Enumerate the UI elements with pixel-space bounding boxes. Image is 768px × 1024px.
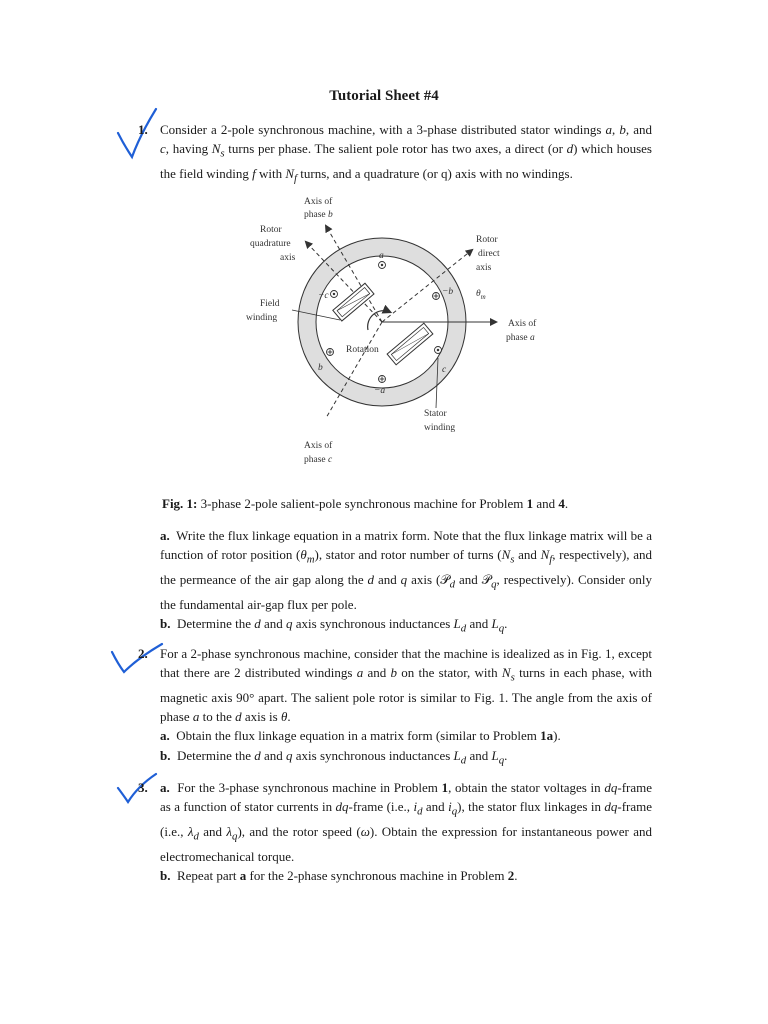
text: b — [619, 122, 626, 137]
label-b: b — [318, 363, 323, 373]
text: 3-phase 2-pole salient-pole synchronous machine for Problem — [197, 496, 527, 511]
text: on the stator, with — [397, 665, 502, 681]
text: q — [498, 754, 505, 767]
text: a — [605, 122, 613, 137]
text: and — [374, 572, 401, 587]
label-rotor-q-3: axis — [280, 253, 296, 263]
text: -frame as a function of stator currents in — [160, 780, 652, 815]
text: dq — [604, 799, 618, 815]
label-axis-a-2 — [506, 333, 535, 343]
text: axis synchronous inductances — [292, 747, 454, 763]
text: s — [220, 147, 225, 160]
text: 1a — [540, 728, 554, 744]
text: ). — [553, 728, 561, 744]
text: axis is — [241, 709, 281, 725]
text: d — [367, 572, 375, 587]
text: i — [413, 799, 418, 815]
text: λ — [226, 824, 233, 839]
text: q — [491, 578, 497, 591]
problem-1b — [160, 614, 652, 639]
label-rotor-d-1: Rotor — [476, 235, 498, 245]
text: N — [211, 141, 221, 157]
text: which houses the field winding — [160, 141, 652, 181]
text: c — [160, 141, 166, 157]
text: turns, and a quadrature (or q) axis with no windings. — [297, 166, 573, 181]
label-axis-b-1: Axis of — [304, 197, 333, 207]
label-field-1: Field — [260, 299, 280, 309]
text: dq — [335, 799, 349, 815]
text: L — [491, 616, 499, 631]
text: and — [363, 665, 391, 681]
text: f — [549, 553, 553, 566]
text: -frame (i.e., — [348, 799, 414, 815]
label-theta-m — [476, 289, 486, 301]
text: and — [514, 547, 541, 563]
text: . — [564, 496, 569, 511]
text: with — [255, 166, 286, 181]
problem-3-number: 3. — [138, 780, 148, 795]
text: and — [533, 496, 559, 511]
text: Repeat part — [176, 868, 240, 883]
text: a — [239, 868, 247, 883]
text: Write the flux linkage equation in a matrix form. Note that the flux linkage matrix will be a function of rotor position ( — [160, 528, 653, 563]
figure-caption — [162, 496, 568, 512]
text: to the — [199, 709, 236, 725]
text: a — [192, 709, 200, 725]
text: 4 — [558, 496, 565, 511]
text: θ — [280, 709, 288, 725]
text: dq — [604, 780, 618, 795]
label-text: θ — [476, 289, 481, 299]
label-a: a — [379, 251, 384, 261]
label-text: phase — [304, 455, 329, 465]
text: Obtain the flux linkage equation in a matrix form (similar to Problem — [176, 728, 541, 744]
text: . — [514, 868, 518, 883]
text: a. — [160, 528, 170, 543]
text: . — [504, 616, 508, 631]
text: turns in each phase, with magnetic axis 90° apart. The salient pole rotor is similar to Fig. 1. The angle from the axis of phase — [160, 665, 653, 725]
text: , respectively), and the permeance of the air gap along the — [160, 547, 652, 587]
text: 1 — [441, 780, 449, 795]
text: i — [448, 799, 452, 815]
text: d — [460, 622, 467, 635]
text: turns per phase. The salient pole rotor has two axes, a direct (or — [224, 141, 567, 157]
text: q — [498, 622, 505, 635]
text: , and — [625, 122, 652, 137]
text: a. — [160, 780, 170, 795]
text: and — [455, 572, 482, 587]
text: axis ( — [407, 572, 441, 587]
label-rotor-d-2: direct — [478, 249, 500, 259]
text: N — [540, 547, 550, 563]
text: , — [612, 122, 616, 137]
text: q — [232, 830, 238, 843]
text: and — [260, 747, 287, 763]
problem-2 — [138, 644, 653, 770]
text: d — [254, 747, 261, 763]
label-text: phase — [304, 210, 329, 220]
text: f — [252, 166, 256, 181]
label-rotation: Rotation — [346, 345, 379, 355]
label-text: b — [328, 210, 333, 220]
text: for the 2-phase synchronous machine in Problem — [246, 868, 508, 883]
synchronous-machine-diagram — [240, 192, 560, 472]
label-axis-a-1: Axis of — [508, 319, 537, 329]
text: 2 — [507, 868, 515, 883]
text: ), and the rotor speed ( — [237, 824, 361, 839]
text: m — [306, 553, 315, 566]
text: Consider a 2-pole synchronous machine, with a 3-phase distributed stator windings — [160, 122, 606, 137]
label-minus-b: −b — [442, 287, 454, 297]
text: a. — [160, 728, 170, 744]
text: s — [510, 553, 515, 566]
text: and — [466, 616, 492, 631]
text: Determine the — [176, 616, 255, 631]
text: f — [294, 172, 298, 185]
label-text: c — [328, 455, 333, 465]
label-rotor-q-1: Rotor — [260, 225, 282, 235]
label-axis-c-1: Axis of — [304, 441, 333, 451]
label-field-2: winding — [246, 313, 278, 323]
text: For a 2-phase synchronous machine, consider that the machine is idealized as in Fig. 1, except that there are 2 distributed windings — [160, 646, 652, 681]
text: 𝒫 — [481, 572, 492, 587]
problem-2a — [160, 726, 652, 745]
text: d — [417, 805, 423, 818]
problem-2b — [160, 746, 652, 771]
text: L — [491, 747, 499, 763]
label-axis-c-2 — [304, 455, 333, 465]
text: d — [449, 578, 456, 591]
text: b. — [160, 616, 171, 631]
text: d — [460, 754, 467, 767]
text: d — [193, 830, 199, 843]
text: , having — [165, 141, 212, 157]
text: For the 3-phase synchronous machine in Problem — [177, 780, 442, 795]
text: ) — [573, 141, 578, 157]
label-rotor-d-3: axis — [476, 263, 492, 273]
text: . — [287, 709, 291, 725]
check-mark-3 — [112, 770, 162, 806]
text: d — [254, 616, 261, 631]
text: and — [198, 824, 227, 839]
text: and — [422, 799, 449, 815]
text: . — [504, 747, 508, 763]
text: , obtain the stator voltages in — [448, 780, 605, 795]
text: d — [566, 141, 574, 157]
page-title: Tutorial Sheet #4 — [329, 88, 439, 104]
check-mark-1 — [112, 105, 162, 165]
text: λ — [187, 824, 194, 839]
text: θ — [300, 547, 307, 563]
label-stator-1: Stator — [424, 409, 447, 419]
text: ), stator and rotor number of turns ( — [314, 547, 502, 563]
problem-1-number: 1. — [138, 122, 148, 137]
text: b. — [160, 747, 171, 763]
text: and — [260, 616, 287, 631]
text: q — [400, 572, 408, 587]
label-stator-2: winding — [424, 423, 456, 433]
problem-1 — [138, 120, 652, 189]
label-minus-c: −c — [318, 291, 329, 301]
label-text: m — [480, 293, 486, 301]
text: s — [510, 671, 515, 684]
text: b. — [160, 868, 171, 883]
text: a — [356, 665, 364, 681]
text: ). Obtain the expression for instantaneous power and electromechanical torque. — [160, 824, 653, 864]
text: N — [501, 665, 511, 681]
text: N — [501, 547, 511, 563]
text: Fig. 1: — [162, 496, 198, 511]
text: axis synchronous inductances — [292, 616, 454, 631]
problem-2-number: 2. — [138, 646, 148, 661]
label-minus-a: −a — [374, 386, 386, 396]
label-axis-b-2 — [304, 210, 333, 220]
text: ), the stator flux linkages in — [457, 799, 605, 815]
problem-3b — [160, 866, 652, 885]
label-rotor-q-2: quadrature — [250, 239, 291, 249]
text: -frame (i.e., — [160, 799, 652, 839]
label-c: c — [442, 365, 447, 375]
problem-1a — [160, 526, 652, 639]
text: L — [453, 616, 461, 631]
text: q — [451, 805, 458, 818]
text: Determine the — [176, 747, 255, 763]
text: N — [285, 166, 294, 181]
text: ω — [360, 824, 370, 839]
label-text: phase — [506, 333, 531, 343]
text: and — [466, 747, 492, 763]
label-text: a — [530, 333, 535, 343]
text: L — [453, 747, 461, 763]
text: q — [286, 616, 293, 631]
text: q — [286, 747, 293, 763]
text: d — [235, 709, 242, 725]
text: 𝒫 — [440, 572, 450, 587]
problem-3 — [138, 778, 653, 885]
text: , respectively). Consider only the fundamental air-gap flux per pole. — [160, 572, 652, 612]
text: b — [390, 665, 397, 681]
text: 1 — [526, 496, 534, 511]
